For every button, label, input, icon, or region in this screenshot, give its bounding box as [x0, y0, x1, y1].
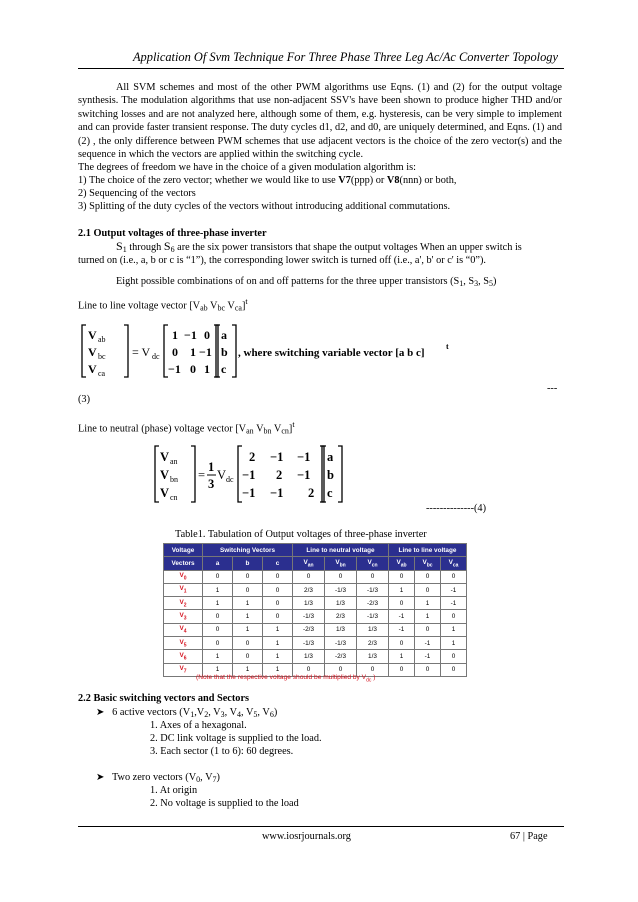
- eq3-vec-0: a: [221, 328, 227, 342]
- eq4-m-0-0: 2: [249, 450, 256, 464]
- l2l-ca: ca: [234, 303, 242, 313]
- eq4-m-1-2: −1: [297, 468, 311, 482]
- active-item-2: 2. DC link voltage is supplied to the load.: [150, 733, 322, 744]
- eq4-lhs-sub-0: an: [170, 457, 178, 466]
- eq3-lhs-2: V: [88, 362, 97, 376]
- table1: [163, 543, 467, 677]
- eq3-lhs-sub-1: bc: [98, 352, 106, 361]
- arrow-bullet-icon: ➤: [96, 772, 105, 783]
- eight-text: Eight possible combinations of on and off patterns for the three upper transistors (S: [116, 276, 460, 287]
- l2n-cn: cn: [281, 426, 289, 436]
- s1-symbol: S: [116, 239, 123, 253]
- th-line-to-neutral: Line to neutral voltage: [293, 544, 389, 557]
- eight-s1-sub: 1: [459, 279, 464, 288]
- eq4-vec-0: a: [327, 450, 334, 464]
- s6-sub: 6: [170, 245, 175, 254]
- eq3-dashes: ---: [547, 383, 558, 394]
- th-c: c: [263, 557, 293, 570]
- eq3-equals-vdc: = V: [132, 345, 151, 359]
- l2n-bn: bn: [263, 426, 272, 436]
- eq3-lhs-1: V: [88, 345, 97, 359]
- degrees-line: The degrees of freedom we have in the choice of a given modulation algorithm is:: [78, 162, 416, 173]
- table-row: $V_1$ 1 0 0 2/3 -1/3 -1/3 1 0 -1: [164, 583, 467, 596]
- table-row: $V_6$ 1 0 1 1/3 -2/3 1/3 1 -1 0: [164, 650, 467, 663]
- list-item-1: [78, 174, 456, 187]
- th-a: a: [203, 557, 233, 570]
- list-item-3: 3) Splitting of the duty cycles of the vectors without introducing additional commutations.: [78, 201, 451, 212]
- s1-sub: 1: [122, 245, 127, 254]
- eq3-label: (3): [78, 394, 91, 405]
- th-van: $V_{an}$: [293, 557, 325, 570]
- eight-s3-sub: 3: [474, 279, 479, 288]
- eq4-m-2-0: −1: [242, 486, 256, 500]
- bullet-active-vectors: ➤ 6 active vectors ($V_1,V_2$, $V_3$, $V_4$, $V_5$, $V_6$): [96, 707, 278, 719]
- l2n-t: t: [292, 420, 295, 429]
- equation-4: [150, 443, 360, 505]
- eq3-m-0-1: −1: [184, 328, 197, 342]
- eq4-label: --------------(4): [426, 503, 487, 514]
- eq4-lhs-0: V: [160, 450, 170, 464]
- zero-item-1: 1. At origin: [150, 785, 198, 796]
- eq3-vec-1: b: [221, 345, 228, 359]
- l2n-an: an: [246, 426, 254, 436]
- eq4-vdc: V: [217, 468, 227, 482]
- table-row: $V_0$ 0 0 0 0 0 0 0 0 0: [164, 570, 467, 583]
- eight-s5-sub: 5: [489, 279, 494, 288]
- eq3-m-2-0: −1: [168, 362, 181, 376]
- eq3-vec-2: c: [221, 362, 227, 376]
- l2l-text: Line to line voltage vector [V: [78, 300, 201, 312]
- table1-caption: Table1. Tabulation of Output voltages of three-phase inverter: [175, 529, 427, 540]
- th-vab: $V_{ab}$: [389, 557, 415, 570]
- eq3-m-1-2: −1: [199, 345, 212, 359]
- list-item-1-post: (nnn) or both,: [399, 175, 457, 186]
- eq4-m-0-2: −1: [297, 450, 311, 464]
- eq4-m-1-1: 2: [276, 468, 283, 482]
- eq3-m-0-2: 0: [204, 328, 210, 342]
- eq4-m-2-1: −1: [270, 486, 284, 500]
- footer-page: 67 | Page: [510, 831, 548, 842]
- footer-rule: [78, 826, 564, 827]
- active-item-1: 1. Axes of a hexagonal.: [150, 720, 247, 731]
- eq4-lhs-sub-1: bn: [170, 475, 178, 484]
- eq3-lhs-sub-0: ab: [98, 335, 106, 344]
- l2l-bc: bc: [217, 303, 226, 313]
- l2n-text: Line to neutral (phase) voltage vector [V: [78, 423, 247, 435]
- switches-line-1-rest: are the six power transistors that shape the output voltages When an upper switch is: [174, 242, 522, 253]
- l2l-ab: ab: [200, 303, 208, 313]
- eq3-m-2-2: 1: [204, 362, 210, 376]
- table-row: $V_2$ 1 1 0 1/3 1/3 -2/3 0 1 -1: [164, 597, 467, 610]
- s6-symbol: S: [163, 239, 171, 253]
- v7-label: V7: [338, 175, 351, 186]
- through-word: through: [126, 242, 164, 253]
- eq4-lhs-1: V: [160, 468, 170, 482]
- list-item-2: 2) Sequencing of the vectors: [78, 188, 196, 199]
- eq3-where-sup: t: [446, 342, 449, 351]
- voltage-table: [163, 543, 467, 677]
- table-row: $V_7$ 1 1 1 0 0 0 0 0 0: [164, 663, 467, 676]
- equation-3: [80, 322, 460, 380]
- table-row: $V_4$ 0 1 1 -2/3 1/3 1/3 -1 0 1: [164, 623, 467, 636]
- eq4-frac-den: 3: [208, 477, 215, 491]
- v8-label: V8: [386, 175, 400, 186]
- eq3-m-1-0: 0: [172, 345, 178, 359]
- arrow-bullet-icon: ➤: [96, 707, 105, 718]
- eq4-lhs-sub-2: cn: [170, 493, 178, 502]
- header-rule: [78, 68, 564, 69]
- switches-line-2: turned on (i.e., a, b or c is “1”), the corresponding lower switch is turned off (i.e., a', b' or c' is “0”).: [78, 255, 486, 266]
- list-item-1-pre: 1) The choice of the zero vector; whether we would like to use: [78, 175, 339, 186]
- line-to-line-caption: Line to line voltage vector [$V_{ab}$ $V_{bc}$ $V_{ca}]^t$: [78, 297, 248, 313]
- line-to-neutral-caption: Line to neutral (phase) voltage vector [$V_{an}$ $V_{bn}$ $V_{cn}]^t$: [78, 420, 295, 436]
- bullet-zero-vectors: ➤ Two zero vectors ($V_0$, $V_7$): [96, 772, 220, 784]
- th-b: b: [233, 557, 263, 570]
- eq4-m-2-2: 2: [308, 486, 315, 500]
- zero-item-2: 2. No voltage is supplied to the load: [150, 798, 299, 809]
- list-item-1-mid: (ppp) or: [350, 175, 387, 186]
- eq4-lhs-2: V: [160, 486, 170, 500]
- svg-text:=: =: [198, 468, 206, 482]
- eq4-frac-num: 1: [208, 460, 215, 474]
- eq3-lhs-0: V: [88, 328, 97, 342]
- eq3-m-2-1: 0: [190, 362, 196, 376]
- active-item-3: 3. Each sector (1 to 6): 60 degrees.: [150, 746, 294, 757]
- section-2-2-heading: 2.2 Basic switching vectors and Sectors: [78, 693, 250, 704]
- table-row: $V_3$ 0 1 0 -1/3 2/3 -1/3 -1 1 0: [164, 610, 467, 623]
- th-vcn: $V_{cn}$: [357, 557, 389, 570]
- table-row: $V_5$ 0 0 1 -1/3 -1/3 2/3 0 -1 1: [164, 637, 467, 650]
- eq3-m-1-1: 1: [190, 345, 196, 359]
- th-voltage: Voltage: [164, 544, 203, 557]
- eq4-m-0-1: −1: [270, 450, 284, 464]
- running-header: Application Of Svm Technique For Three Phase Three Leg Ac/Ac Converter Topology: [132, 50, 558, 64]
- section-2-1-heading: 2.1 Output voltages of three-phase inverter: [78, 228, 267, 239]
- th-vbn: $V_{bn}$: [325, 557, 357, 570]
- eq3-lhs-sub-2: ca: [98, 369, 106, 378]
- eq3-vdc-sub: dc: [152, 352, 160, 361]
- eq4-vdc-sub: dc: [226, 475, 234, 484]
- th-switching-vectors: Switching Vectors: [203, 544, 293, 557]
- eq3-where-text: , where switching variable vector [a b c]: [238, 347, 425, 359]
- th-vectors: Vectors: [164, 557, 203, 570]
- th-vbc: $V_{bc}$: [415, 557, 441, 570]
- th-vca: $V_{ca}$: [441, 557, 467, 570]
- eq4-vec-2: c: [327, 486, 333, 500]
- table1-note: (Note that the respective voltage should be multiplied by $V_{dc}$ ): [196, 674, 376, 684]
- eq3-m-0-0: 1: [172, 328, 178, 342]
- eq4-m-1-0: −1: [242, 468, 256, 482]
- footer-site: www.iosrjournals.org: [262, 831, 351, 842]
- intro-paragraph: All SVM schemes and most of the other PWM algorithms use Eqns. (1) and (2) for the output voltage synthesis. The modulation algorithms that use non-adjacent SSV's have been shown to produce higher THD and/or switching losses and are not analyzed here, although some of them, e.g. hysteresis, can be very simple to implement and can provide faster transient response. The duty cycles d1, d2, and d0, are uniquely determined, and Eqns. (1) and (2) , the only difference between PWM schemes that use adjacent vectors is the choice of the zero vector(s) and the sequence in which the vectors are applied within the switching cycle.: [78, 82, 562, 161]
- th-line-to-line: Line to line voltage: [389, 544, 467, 557]
- l2l-t: t: [245, 297, 248, 306]
- eight-combinations-line: Eight possible combinations of on and off patterns for the three upper transistors ($S_1$, $S_3$, $S_5$): [116, 276, 497, 288]
- eq4-vec-1: b: [327, 468, 334, 482]
